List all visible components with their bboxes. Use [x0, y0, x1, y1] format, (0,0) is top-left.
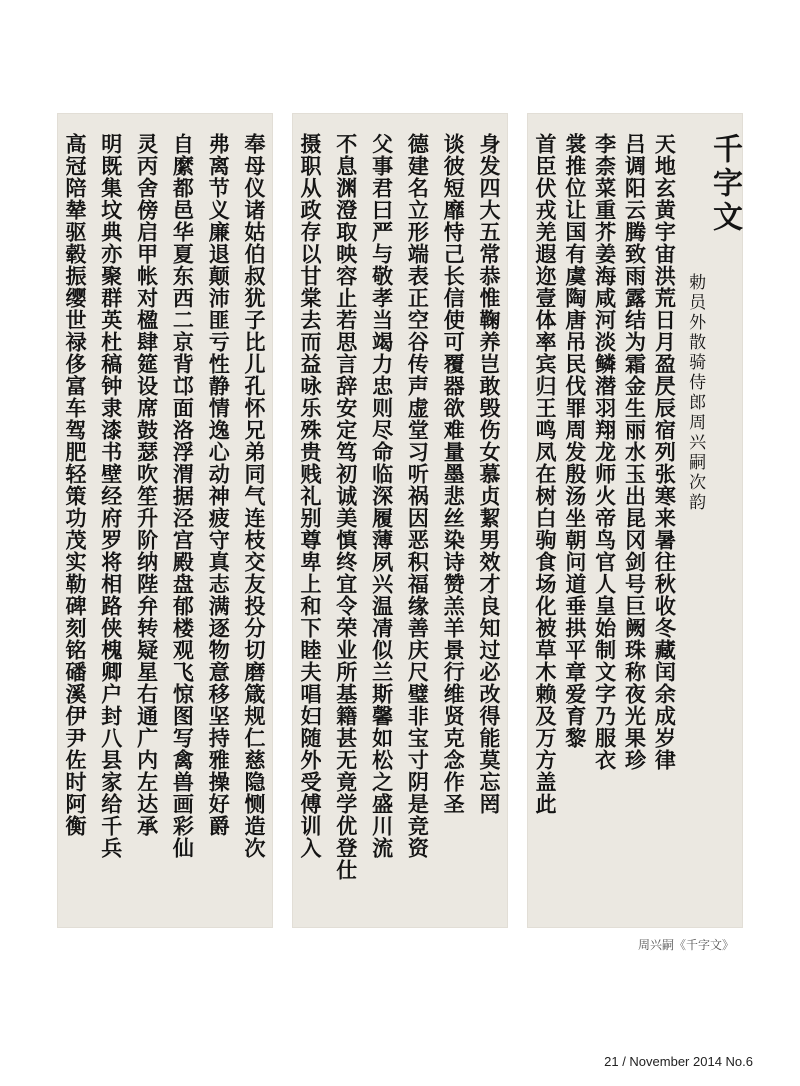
text-column: 自縻都邑华夏东西二京背邙面洛浮渭据泾宫殿盘郁楼观飞惊图写禽兽画彩仙	[170, 133, 196, 859]
text-column: 高冠陪辇驱毂振缨世禄侈富车驾肥轻策功茂实勒碑刻铭磻溪伊尹佐时阿衡	[63, 133, 88, 837]
calligraphy-panel-middle	[292, 113, 508, 928]
text-column: 李柰菜重芥姜海咸河淡鳞潜羽翔龙师火帝鸟官人皇始制文字乃服衣	[592, 133, 618, 771]
scroll-title: 千字文	[706, 133, 742, 235]
middle-columns	[300, 133, 500, 908]
text-column: 不息渊澄取映容止若思言辞安定笃初诚美慎终宜令荣业所基籍甚无竟学优登仕	[333, 133, 359, 881]
left-columns	[65, 133, 265, 908]
text-column: 奉母仪诸姑伯叔犹子比儿孔怀兄弟同气连枝交友投分切磨箴规仁慈隐恻造次	[241, 133, 267, 859]
text-column: 吕调阳云腾致雨露结为霜金生丽水玉出昆冈剑号巨阙珠称夜光果珍	[622, 133, 648, 771]
text-column: 弗离节义廉退颠沛匪亏性静情逸心动神疲守真志满逐物意移坚持雅操好爵	[206, 133, 232, 837]
text-column: 灵丙舍傍启甲帐对楹肆筵设席鼓瑟吹笙升阶纳陛弁转疑星右通广内左达承	[134, 133, 160, 837]
text-column: 德建名立形端表正空谷传声虚堂习听祸因恶积福缘善庆尺璧非宝寸阴是竞资	[405, 133, 431, 859]
calligraphy-panel-left	[57, 113, 273, 928]
text-column: 父事君曰严与敬孝当竭力忠则尽命临深履薄夙兴温凊似兰斯馨如松之盛川流	[369, 133, 395, 859]
figure-caption: 周兴嗣《千字文》	[638, 938, 735, 952]
text-column: 首臣伏戎羌遐迩壹体率宾归王鸣凤在树白驹食场化被草木赖及万方盖此	[533, 133, 558, 815]
right-columns	[533, 133, 742, 908]
scroll-subtitle: 勅员外散骑侍郎周兴嗣次韵	[685, 273, 706, 513]
text-column: 天地玄黄宇宙洪荒日月盈昃辰宿列张寒来暑往秋收冬藏闰余成岁律	[652, 133, 678, 771]
text-column: 摄职从政存以甘棠去而益咏乐殊贵贱礼别尊卑上和下睦夫唱妇随外受傅训入	[298, 133, 323, 859]
text-column: 身发四大五常恭惟鞠养岂敢毁伤女慕贞絜男效才良知过必改得能莫忘罔	[476, 133, 502, 815]
calligraphy-panel-right	[527, 113, 743, 928]
text-column: 裳推位让国有虞陶唐吊民伐罪周发殷汤坐朝问道垂拱平章爱育黎	[562, 133, 588, 749]
text-column: 明既集坟典亦聚群英杜稿钟隶漆书壁经府罗将相路侠槐卿户封八县家给千兵	[98, 133, 124, 859]
text-column: 谈彼短靡恃己长信使可覆器欲难量墨悲丝染诗赞羔羊景行维贤克念作圣	[441, 133, 467, 815]
page-footer: 21 / November 2014 No.6	[604, 1054, 753, 1069]
